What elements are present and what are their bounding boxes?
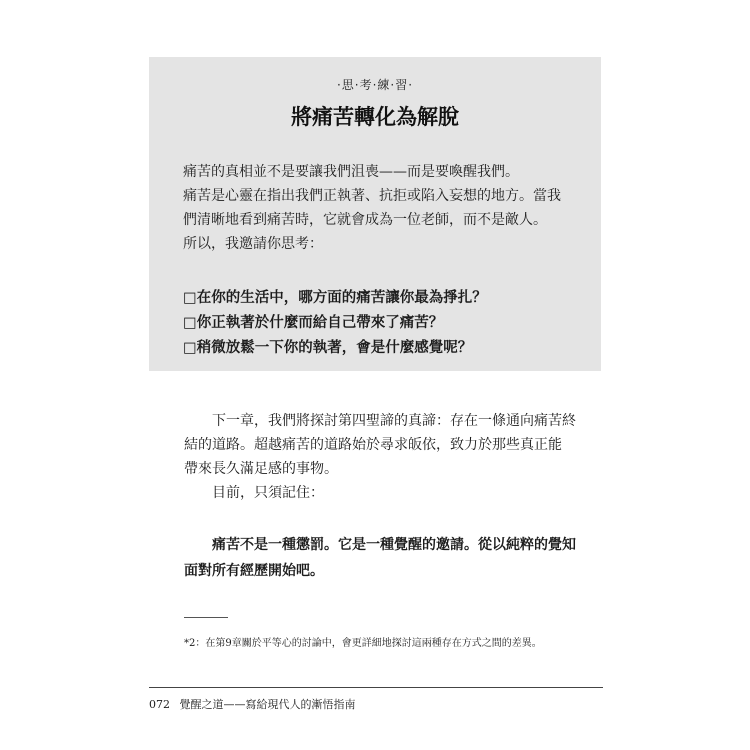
- exercise-title: 將痛苦轉化為解脫: [291, 105, 459, 129]
- footer-divider: [149, 687, 603, 688]
- exercise-box: [149, 57, 601, 371]
- footnote-divider: [184, 617, 228, 618]
- emphasis-paragraph: [184, 532, 584, 584]
- reflection-questions: [183, 285, 583, 360]
- exercise-paragraph: [183, 160, 575, 256]
- footnote: *2：在第9章關於平等心的討論中，會更詳細地探討這兩種存在方式之間的差異。: [184, 638, 542, 649]
- exercise-paragraph-line: 痛苦的真相並不是要讓我們沮喪——而是要喚醒我們。: [183, 164, 519, 180]
- reflection-question: □在你的生活中，哪方面的痛苦讓你最為掙扎？: [183, 289, 487, 306]
- exercise-kicker: ·思·考·練·習·: [336, 78, 414, 92]
- reflection-question: □稍微放鬆一下你的執著，會是什麼感覺呢？: [183, 339, 473, 356]
- reflection-question: □你正執著於什麼而給自己帶來了痛苦？: [183, 314, 444, 331]
- emphasis-line: 面對所有經歷開始吧。: [184, 563, 324, 579]
- exercise-paragraph-line: 所以，我邀請你思考：: [183, 236, 323, 252]
- exercise-paragraph-line: 們清晰地看到痛苦時，它就會成為一位老師，而不是敵人。: [183, 212, 547, 228]
- body-paragraph-next-chapter: [184, 409, 584, 481]
- exercise-paragraph-line: 痛苦是心靈在指出我們正執著、抗拒或陷入妄想的地方。當我: [183, 188, 561, 204]
- page-footer: [149, 696, 356, 712]
- emphasis-line: 痛苦不是一種懲罰。它是一種覺醒的邀請。從以純粹的覺知: [212, 537, 576, 553]
- body-paragraph-remember: [184, 481, 584, 505]
- body-line: 目前，只須記住：: [212, 485, 324, 501]
- body-line: 結的道路。超越痛苦的道路始於尋求皈依，致力於那些真正能: [184, 437, 562, 453]
- body-line: 下一章，我們將探討第四聖諦的真諦：存在一條通向痛苦終: [212, 413, 576, 429]
- running-book-title: 覺醒之道——寫給現代人的漸悟指南: [179, 698, 356, 711]
- page-number: 072: [149, 698, 170, 711]
- body-line: 帶來長久滿足感的事物。: [184, 461, 338, 477]
